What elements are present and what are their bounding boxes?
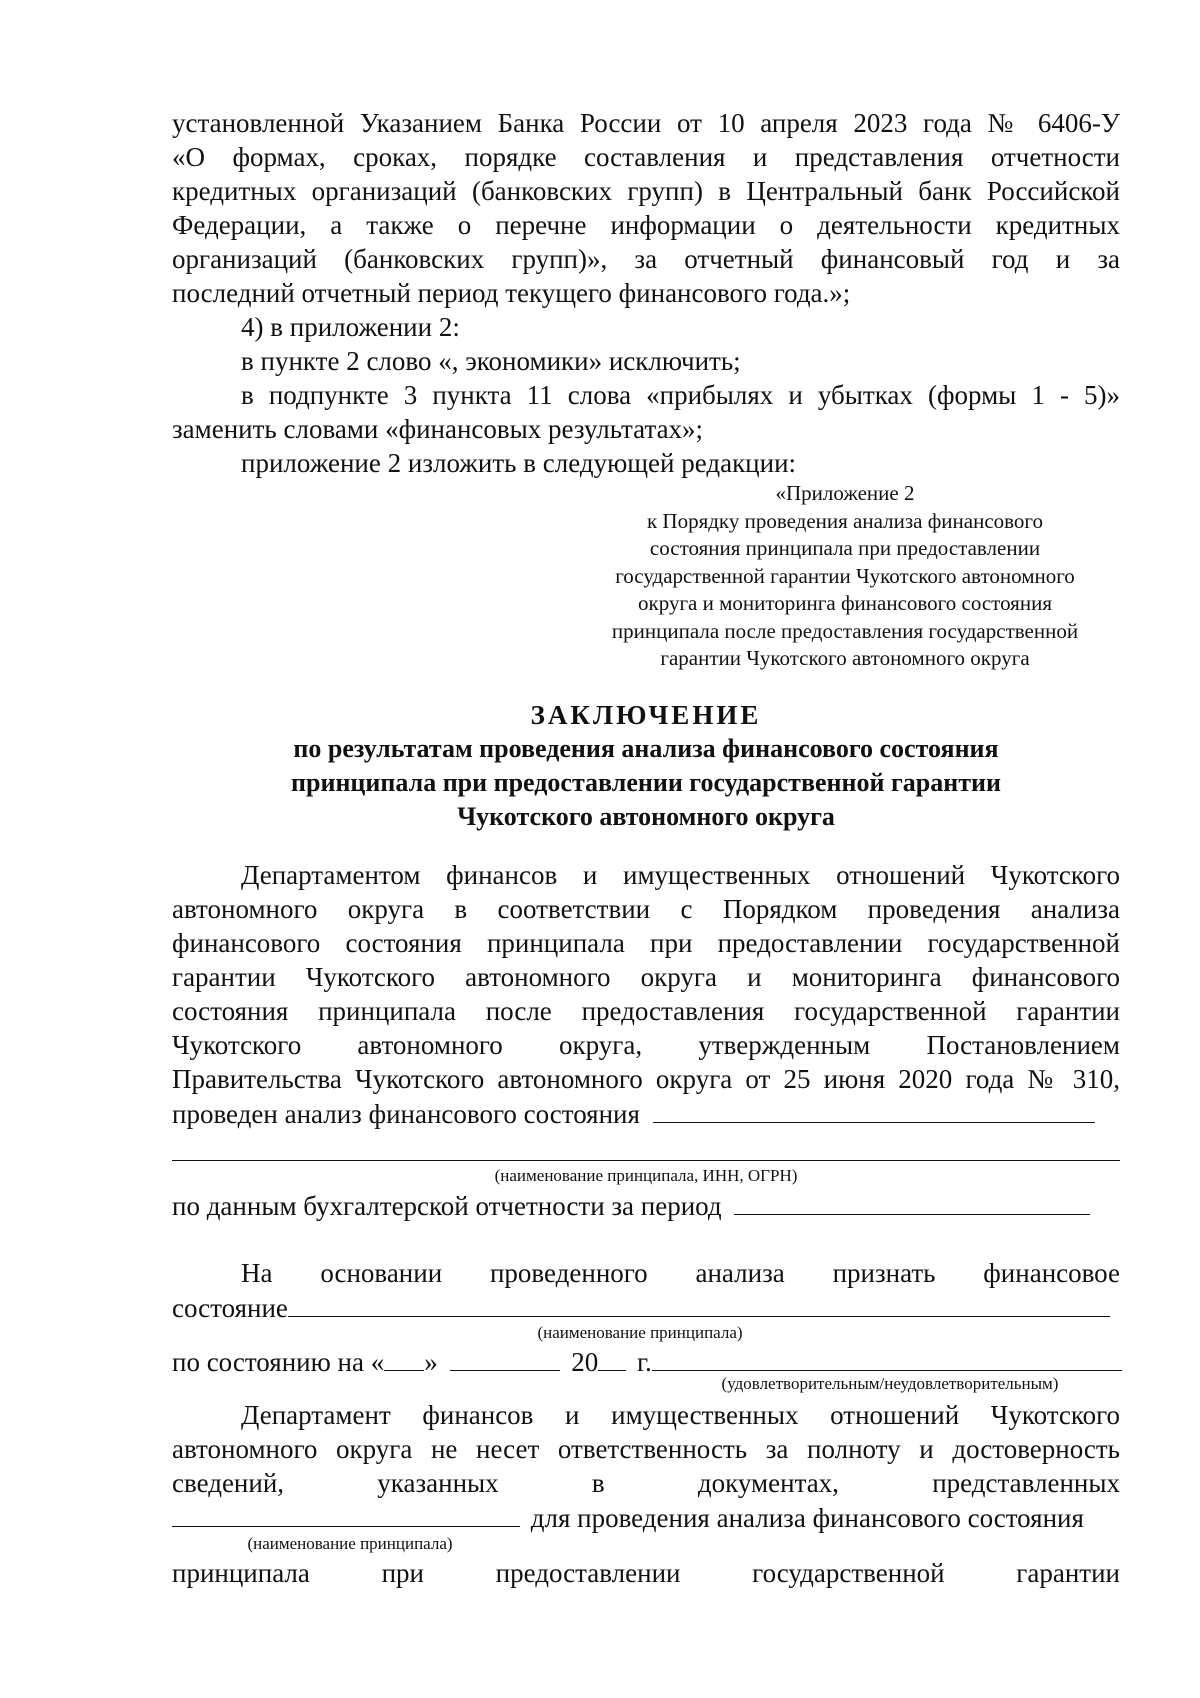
caption-principal-full: (наименование принципала, ИНН, ОГРН) [494,1166,798,1185]
caption-principal: (наименование принципала) [537,1323,743,1342]
paragraph-line: Департамент финансов и имущественных отношений Чукотского [241,1400,1120,1430]
date-suffix: г. [636,1347,652,1377]
analysis-purpose: для проведения анализа финансового состояния [530,1503,1084,1533]
document-subtitle-line: Чукотского автономного округа [457,802,835,831]
paragraph-line [172,1500,1120,1535]
item-4-point-2-cont: заменить словами «финансовых результатах»; [172,414,704,444]
paragraph-line: автономного округа в соответствии с Порядком проведения анализа [172,894,1120,924]
principal-name-field-2[interactable] [288,1290,1110,1317]
period-label: по данным бухгалтерской отчетности за период [172,1191,722,1221]
appendix-line: «Приложение 2 [775,481,915,505]
paragraph-line: автономного округа не несет ответственность за полноту и достоверность [172,1434,1120,1464]
paragraph-line [172,1096,1120,1131]
period-line [172,1188,1120,1223]
date-prefix: по состоянию на « [172,1347,385,1377]
appendix-line: состояния принципала при предоставлении [649,536,1041,560]
status-label: состояние [172,1293,288,1323]
paragraph-line: На основании проведенного анализа признать финансовое [241,1258,1120,1288]
appendix-line: принципала после предоставления государственной [611,618,1079,643]
document-subtitle-line: по результатам проведения анализа финансового состояния [293,734,999,763]
date-year: 20 [571,1347,599,1377]
caption-status: (удовлетворительным/неудовлетворительным) [721,1374,1059,1393]
caption-principal-2: (наименование принципала) [247,1534,453,1553]
date-close: » [424,1347,438,1377]
text-line: кредитных организаций (банковских групп) в Центральный банк Российской [172,176,1120,206]
item-4-point-3: приложение 2 изложить в следующей редакции: [241,448,797,478]
text-line: организаций (банковских групп)», за отчетный финансовый год и за [172,244,1120,274]
item-4-point-2: в подпункте 3 пункта 11 слова «прибылях и убытках (формы 1 - 5)» [241,380,1120,410]
paragraph-line: гарантии Чукотского автономного округа и мониторинга финансового [172,962,1120,992]
period-field[interactable] [734,1188,1090,1215]
paragraph-line: Чукотского автономного округа, утвержденным Постановлением [172,1030,1120,1060]
paragraph-line: финансового состояния принципала при предоставлении государственной [172,928,1120,958]
paragraph-line: Правительства Чукотского автономного округа от 25 июня 2020 года № 310, [172,1064,1120,1094]
paragraph-line: Департаментом финансов и имущественных отношений Чукотского [241,860,1120,890]
principal-name-field[interactable] [653,1096,1095,1123]
paragraph-line: состояния принципала после предоставления государственной гарантии [172,996,1120,1026]
appendix-line: гарантии Чукотского автономного округа [660,646,1030,670]
month-field[interactable] [450,1344,560,1371]
analysis-label: проведен анализ финансового состояния [172,1099,640,1129]
day-field[interactable] [384,1344,424,1371]
principal-name-field-3[interactable] [172,1500,520,1527]
document-subtitle-line: принципала при предоставлении государственной гарантии [291,768,1001,797]
document-title: ЗАКЛЮЧЕНИЕ [530,700,762,730]
text-line: Федерации, а также о перечне информации о деятельности кредитных [172,210,1120,240]
text-line: последний отчетный период текущего финансового года.»; [172,278,851,308]
item-4: 4) в приложении 2: [241,312,460,342]
appendix-line: округа и мониторинга финансового состояния [638,591,1052,615]
paragraph-line: сведений, указанных в документах, представленных [172,1468,1120,1498]
paragraph-line [172,1290,1120,1325]
item-4-point-1: в пункте 2 слово «, экономики» исключить; [241,346,741,376]
paragraph-line: принципала при предоставлении государственной гарантии [172,1558,1120,1588]
year-field[interactable] [598,1344,626,1371]
status-field[interactable] [652,1344,1122,1371]
principal-details-field[interactable] [172,1160,1120,1161]
appendix-line: к Порядку проведения анализа финансового [646,508,1044,533]
text-line: установленной Указанием Банка России от 10 апреля 2023 года № 6406-У [172,108,1120,138]
appendix-line: государственной гарантии Чукотского автономного [615,563,1075,588]
text-line: «О формах, сроках, порядке составления и представления отчетности [172,142,1120,172]
